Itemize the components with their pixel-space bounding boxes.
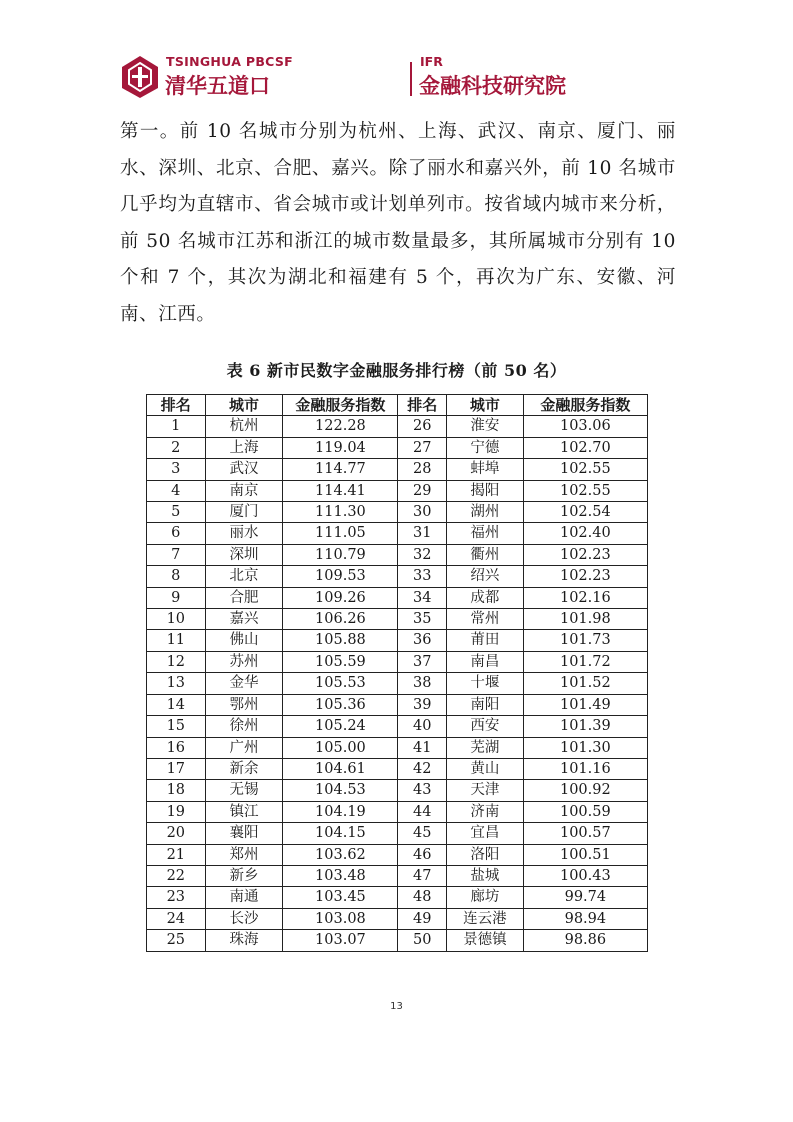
table-cell: 32 xyxy=(398,544,446,565)
table-cell: 徐州 xyxy=(205,716,283,737)
table-body xyxy=(147,416,648,951)
table-cell: 8 xyxy=(147,566,206,587)
table-cell: 18 xyxy=(147,780,206,801)
table-cell: 26 xyxy=(398,416,446,437)
table-cell: 襄阳 xyxy=(205,823,283,844)
table-row xyxy=(147,908,648,929)
table-cell: 105.00 xyxy=(283,737,398,758)
table-cell: 深圳 xyxy=(205,544,283,565)
table-row xyxy=(147,437,648,458)
table-cell: 104.19 xyxy=(283,801,398,822)
table-cell: 30 xyxy=(398,502,446,523)
table-cell: 宜昌 xyxy=(446,823,523,844)
body-paragraph: 第一。前 10 名城市分别为杭州、上海、武汉、南京、厦门、丽水、深圳、北京、合肥、嘉兴。除了丽水和嘉兴外，前 10 名城市几乎均为直辖市、省会城市或计划单列市。按省域内城市来分析，前 50 名城市江苏和浙江的城市数量最多，其所属城市分别有 10 个和 7 个，其次为湖北和福建有 5 个，再次为广东、安徽、河南、江西。 xyxy=(120,121,676,325)
page-header xyxy=(120,52,566,102)
tsinghua-logo-icon xyxy=(120,55,160,99)
table-cell: 无锡 xyxy=(205,780,283,801)
table-cell: 廊坊 xyxy=(446,887,523,908)
table-cell: 南阳 xyxy=(446,694,523,715)
table-cell: 11 xyxy=(147,630,206,651)
table-cell: 109.26 xyxy=(283,587,398,608)
table-cell: 104.53 xyxy=(283,780,398,801)
table-cell: 17 xyxy=(147,758,206,779)
table-cell: 23 xyxy=(147,887,206,908)
table-cell: 新余 xyxy=(205,758,283,779)
table-cell: 厦门 xyxy=(205,502,283,523)
table-cell: 101.49 xyxy=(523,694,647,715)
table-cell: 102.55 xyxy=(523,459,647,480)
table-row xyxy=(147,758,648,779)
table-cell: 47 xyxy=(398,865,446,886)
table-cell: 103.62 xyxy=(283,844,398,865)
table-cell: 46 xyxy=(398,844,446,865)
table-cell: 丽水 xyxy=(205,523,283,544)
table-cell: 102.23 xyxy=(523,544,647,565)
table-cell: 110.79 xyxy=(283,544,398,565)
table-row xyxy=(147,416,648,437)
table-cell: 6 xyxy=(147,523,206,544)
table-cell: 芜湖 xyxy=(446,737,523,758)
table-cell: 33 xyxy=(398,566,446,587)
table-cell: 100.59 xyxy=(523,801,647,822)
table-cell: 4 xyxy=(147,480,206,501)
table-cell: 111.30 xyxy=(283,502,398,523)
table-cell: 102.16 xyxy=(523,587,647,608)
table-cell: 湖州 xyxy=(446,502,523,523)
ifr-chinese: 金融科技研究院 xyxy=(419,74,566,98)
table-cell: 9 xyxy=(147,587,206,608)
table-cell: 105.36 xyxy=(283,694,398,715)
table-header-row xyxy=(147,395,648,416)
table-cell: 31 xyxy=(398,523,446,544)
column-header: 城市 xyxy=(446,395,523,416)
table-cell: 12 xyxy=(147,651,206,672)
table-cell: 镇江 xyxy=(205,801,283,822)
table-cell: 98.94 xyxy=(523,908,647,929)
table-cell: 102.70 xyxy=(523,437,647,458)
table-cell: 34 xyxy=(398,587,446,608)
table-row xyxy=(147,716,648,737)
table-cell: 100.43 xyxy=(523,865,647,886)
table-cell: 103.06 xyxy=(523,416,647,437)
table-row xyxy=(147,523,648,544)
table-cell: 103.08 xyxy=(283,908,398,929)
table-cell: 102.40 xyxy=(523,523,647,544)
table-cell: 119.04 xyxy=(283,437,398,458)
table-cell: 南京 xyxy=(205,480,283,501)
table-cell: 20 xyxy=(147,823,206,844)
table-cell: 揭阳 xyxy=(446,480,523,501)
table-cell: 101.73 xyxy=(523,630,647,651)
table-cell: 盐城 xyxy=(446,865,523,886)
table-row xyxy=(147,673,648,694)
table-cell: 武汉 xyxy=(205,459,283,480)
table-cell: 44 xyxy=(398,801,446,822)
table-cell: 101.52 xyxy=(523,673,647,694)
table-cell: 郑州 xyxy=(205,844,283,865)
table-cell: 15 xyxy=(147,716,206,737)
table-cell: 南昌 xyxy=(446,651,523,672)
table-cell: 长沙 xyxy=(205,908,283,929)
table-row xyxy=(147,930,648,951)
table-cell: 21 xyxy=(147,844,206,865)
table-cell: 合肥 xyxy=(205,587,283,608)
table-cell: 25 xyxy=(147,930,206,951)
table-cell: 宁德 xyxy=(446,437,523,458)
table-cell: 101.16 xyxy=(523,758,647,779)
table-row xyxy=(147,651,648,672)
table-cell: 莆田 xyxy=(446,630,523,651)
table-cell: 101.72 xyxy=(523,651,647,672)
table-cell: 景德镇 xyxy=(446,930,523,951)
table-cell: 16 xyxy=(147,737,206,758)
table-cell: 蚌埠 xyxy=(446,459,523,480)
table-cell: 101.30 xyxy=(523,737,647,758)
column-header: 排名 xyxy=(398,395,446,416)
table-cell: 103.48 xyxy=(283,865,398,886)
table-row xyxy=(147,887,648,908)
table-row xyxy=(147,737,648,758)
table-row xyxy=(147,801,648,822)
table-cell: 十堰 xyxy=(446,673,523,694)
table-cell: 100.92 xyxy=(523,780,647,801)
table-cell: 27 xyxy=(398,437,446,458)
ifr-english: IFR xyxy=(420,54,443,69)
table-row xyxy=(147,502,648,523)
table-cell: 常州 xyxy=(446,609,523,630)
table-cell: 38 xyxy=(398,673,446,694)
table-cell: 35 xyxy=(398,609,446,630)
table-cell: 19 xyxy=(147,801,206,822)
table-row xyxy=(147,587,648,608)
table-caption: 表 6 新市民数字金融服务排行榜（前 50 名） xyxy=(226,361,567,380)
table-cell: 29 xyxy=(398,480,446,501)
table-cell: 珠海 xyxy=(205,930,283,951)
table-cell: 40 xyxy=(398,716,446,737)
table-row xyxy=(147,865,648,886)
table-row xyxy=(147,844,648,865)
column-header: 排名 xyxy=(147,395,206,416)
table-cell: 102.23 xyxy=(523,566,647,587)
table-cell: 102.54 xyxy=(523,502,647,523)
table-cell: 绍兴 xyxy=(446,566,523,587)
table-cell: 北京 xyxy=(205,566,283,587)
table-cell: 新乡 xyxy=(205,865,283,886)
table-cell: 104.15 xyxy=(283,823,398,844)
table-cell: 洛阳 xyxy=(446,844,523,865)
table-cell: 101.39 xyxy=(523,716,647,737)
table-cell: 13 xyxy=(147,673,206,694)
table-cell: 2 xyxy=(147,437,206,458)
table-cell: 嘉兴 xyxy=(205,609,283,630)
table-cell: 114.77 xyxy=(283,459,398,480)
table-cell: 42 xyxy=(398,758,446,779)
column-header: 城市 xyxy=(205,395,283,416)
table-cell: 1 xyxy=(147,416,206,437)
table-cell: 103.07 xyxy=(283,930,398,951)
table-cell: 上海 xyxy=(205,437,283,458)
table-row xyxy=(147,609,648,630)
table-cell: 37 xyxy=(398,651,446,672)
table-cell: 39 xyxy=(398,694,446,715)
table-cell: 南通 xyxy=(205,887,283,908)
column-header: 金融服务指数 xyxy=(283,395,398,416)
table-cell: 鄂州 xyxy=(205,694,283,715)
table-cell: 99.74 xyxy=(523,887,647,908)
table-row xyxy=(147,694,648,715)
table-cell: 48 xyxy=(398,887,446,908)
table-cell: 28 xyxy=(398,459,446,480)
table-cell: 连云港 xyxy=(446,908,523,929)
table-cell: 105.24 xyxy=(283,716,398,737)
table-cell: 5 xyxy=(147,502,206,523)
table-row xyxy=(147,459,648,480)
table-cell: 衢州 xyxy=(446,544,523,565)
table-cell: 101.98 xyxy=(523,609,647,630)
table-cell: 105.59 xyxy=(283,651,398,672)
table-cell: 122.28 xyxy=(283,416,398,437)
table-row xyxy=(147,780,648,801)
table-cell: 西安 xyxy=(446,716,523,737)
table-cell: 黄山 xyxy=(446,758,523,779)
table-cell: 49 xyxy=(398,908,446,929)
table-cell: 50 xyxy=(398,930,446,951)
table-cell: 7 xyxy=(147,544,206,565)
table-row xyxy=(147,544,648,565)
table-row xyxy=(147,630,648,651)
table-cell: 103.45 xyxy=(283,887,398,908)
table-cell: 杭州 xyxy=(205,416,283,437)
table-cell: 36 xyxy=(398,630,446,651)
table-cell: 苏州 xyxy=(205,651,283,672)
table-cell: 福州 xyxy=(446,523,523,544)
table-cell: 102.55 xyxy=(523,480,647,501)
table-cell: 106.26 xyxy=(283,609,398,630)
table-cell: 成都 xyxy=(446,587,523,608)
table-cell: 109.53 xyxy=(283,566,398,587)
table-cell: 3 xyxy=(147,459,206,480)
table-cell: 111.05 xyxy=(283,523,398,544)
table-cell: 10 xyxy=(147,609,206,630)
table-cell: 105.88 xyxy=(283,630,398,651)
ranking-table xyxy=(146,394,648,952)
table-cell: 100.51 xyxy=(523,844,647,865)
table-row xyxy=(147,823,648,844)
table-cell: 淮安 xyxy=(446,416,523,437)
table-cell: 天津 xyxy=(446,780,523,801)
table-cell: 41 xyxy=(398,737,446,758)
table-cell: 43 xyxy=(398,780,446,801)
table-cell: 45 xyxy=(398,823,446,844)
table-cell: 104.61 xyxy=(283,758,398,779)
page-number: 13 xyxy=(390,1001,403,1012)
column-header: 金融服务指数 xyxy=(523,395,647,416)
brand-chinese: 清华五道口 xyxy=(165,74,270,98)
table-cell: 济南 xyxy=(446,801,523,822)
table-cell: 114.41 xyxy=(283,480,398,501)
header-divider xyxy=(410,62,412,96)
brand-english: TSINGHUA PBCSF xyxy=(166,54,293,69)
table-cell: 100.57 xyxy=(523,823,647,844)
table-row xyxy=(147,566,648,587)
table-cell: 14 xyxy=(147,694,206,715)
table-cell: 广州 xyxy=(205,737,283,758)
table-cell: 24 xyxy=(147,908,206,929)
table-cell: 105.53 xyxy=(283,673,398,694)
table-cell: 98.86 xyxy=(523,930,647,951)
table-row xyxy=(147,480,648,501)
table-cell: 佛山 xyxy=(205,630,283,651)
table-cell: 22 xyxy=(147,865,206,886)
table-cell: 金华 xyxy=(205,673,283,694)
